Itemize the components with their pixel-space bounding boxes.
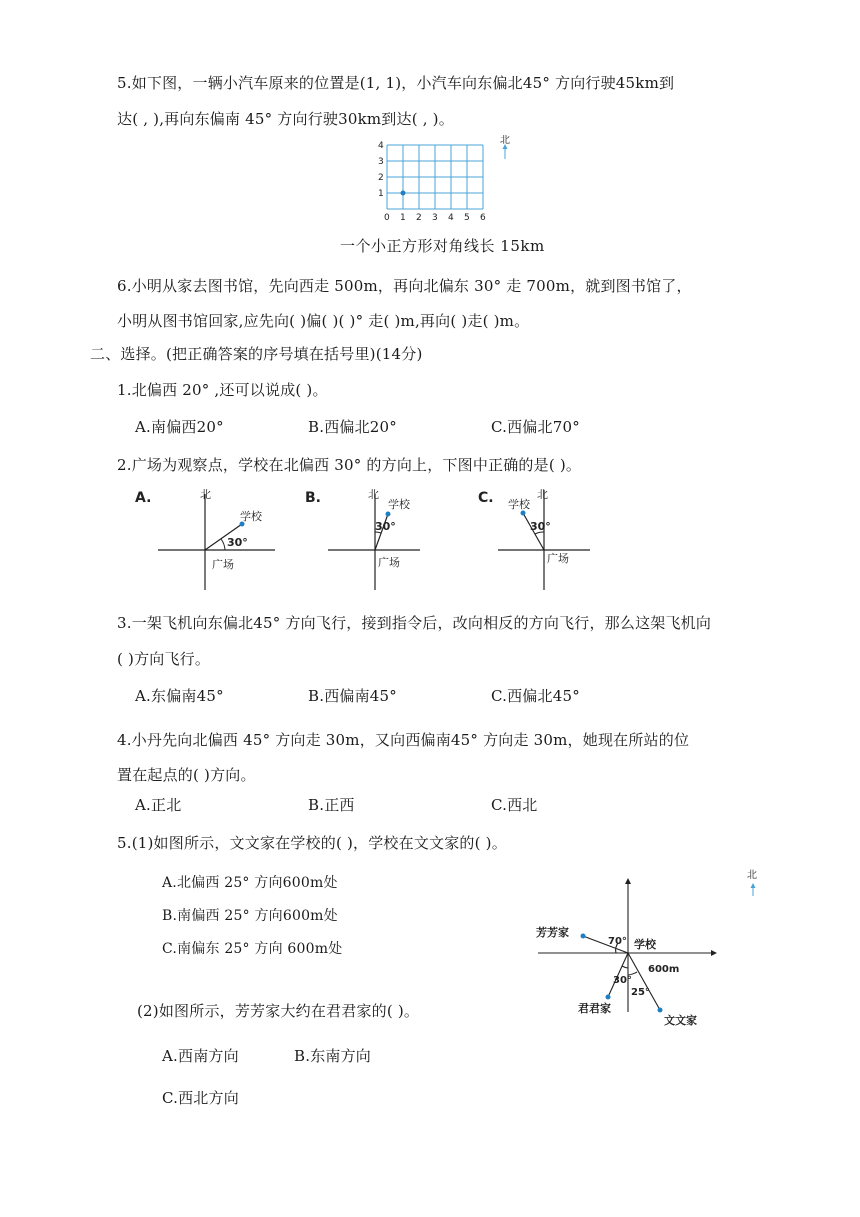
- x-tick: 3: [432, 213, 438, 223]
- mc4-option-b: B.正西: [308, 796, 355, 814]
- north-label: 北: [368, 488, 379, 501]
- mc2-stem: 2.广场为观察点，学校在北偏西 30° 的方向上，下图中正确的是( )。: [117, 456, 582, 474]
- mc5-2-option-b: B.东南方向: [294, 1047, 371, 1065]
- x-tick: 5: [464, 213, 470, 223]
- x-tick: 2: [416, 213, 422, 223]
- mc2-diagrams: [130, 482, 600, 600]
- square-label: 广场: [378, 556, 400, 569]
- mc1-stem: 1.北偏西 20° ,还可以说成( )。: [117, 381, 328, 399]
- angle-label: 30°: [530, 520, 551, 533]
- school-label: 学校: [240, 510, 262, 523]
- y-tick: 2: [378, 173, 384, 183]
- north-label: 北: [537, 488, 548, 501]
- angle-label: 30°: [227, 536, 248, 549]
- x-tick: 1: [400, 213, 406, 223]
- diagram-letter: B.: [305, 490, 321, 506]
- angle-30-label: 30°: [613, 975, 632, 986]
- angle-25-label: 25°: [631, 987, 650, 998]
- east-arrow-icon: [711, 950, 717, 956]
- car-start-point: [401, 191, 406, 196]
- distance-label: 600m: [648, 964, 680, 975]
- mc5-1-option-c: C.南偏东 25° 方向 600m处: [162, 941, 343, 957]
- q6-line1: 6.小明从家去图书馆，先向西走 500m，再向北偏东 30° 走 700m，就到图书馆了，: [117, 277, 692, 295]
- mc3-option-c: C.西偏北45°: [491, 687, 580, 705]
- wenwen-home-point: [658, 1008, 663, 1013]
- section-heading: 二、选择。(把正确答案的序号填在括号里)(14分): [90, 345, 423, 363]
- mc5-1-option-a: A.北偏西 25° 方向600m处: [162, 875, 338, 891]
- mc5-stem2: (2)如图所示，芳芳家大约在君君家的( )。: [137, 1002, 420, 1020]
- diagram-letter: A.: [135, 490, 152, 506]
- north-label: 北: [747, 870, 757, 881]
- mc4-option-a: A.正北: [135, 796, 182, 814]
- diagram-a: [135, 488, 275, 590]
- junjun-home-point: [606, 995, 611, 1000]
- q5-line2: 达( , ),再向东偏南 45° 方向行驶30km到达( , )。: [117, 110, 454, 128]
- coordinate-grid-figure: [365, 135, 525, 225]
- y-tick: 1: [378, 189, 384, 199]
- diagram-letter: C.: [478, 490, 494, 506]
- x-tick: 0: [384, 213, 390, 223]
- mc1-option-a: A.南偏西20°: [135, 418, 224, 436]
- mc3-line2: ( )方向飞行。: [117, 650, 211, 668]
- mc1-option-c: C.西偏北70°: [491, 418, 580, 436]
- mc1-option-b: B.西偏北20°: [308, 418, 397, 436]
- x-tick: 6: [480, 213, 486, 223]
- mc5-2-option-a: A.西南方向: [162, 1047, 239, 1065]
- fangfang-home-point: [581, 934, 586, 939]
- junjun-label: 君君家: [578, 1002, 611, 1015]
- north-arrow-icon: [500, 135, 510, 159]
- angle-label: 30°: [375, 520, 396, 533]
- mc4-option-c: C.西北: [491, 796, 538, 814]
- diagram-c: [478, 488, 590, 590]
- school-label: 学校: [508, 498, 530, 511]
- square-label: 广场: [547, 552, 569, 565]
- mc4-line2: 置在起点的( )方向。: [117, 766, 256, 784]
- fangfang-label: 芳芳家: [536, 926, 569, 939]
- diagram-b: [305, 488, 420, 590]
- angle-70-label: 70°: [608, 936, 627, 947]
- wenwen-label: 文文家: [664, 1014, 697, 1027]
- north-axis-arrow-icon: [625, 878, 631, 884]
- square-label: 广场: [212, 558, 234, 571]
- q6-line2: 小明从图书馆回家,应先向( )偏( )( )° 走( )m,再向( )走( )m。: [117, 312, 530, 330]
- grid-caption: 一个小正方形对角线长 15km: [340, 237, 545, 255]
- mc5-1-option-b: B.南偏西 25° 方向600m处: [162, 908, 338, 924]
- school-label: 学校: [634, 938, 656, 951]
- mc3-option-b: B.西偏南45°: [308, 687, 397, 705]
- mc3-line1: 3.一架飞机向东偏北45° 方向飞行，接到指令后，改向相反的方向飞行，那么这架飞机向: [117, 614, 712, 632]
- mc5-2-option-c: C.西北方向: [162, 1089, 239, 1107]
- mc4-line1: 4.小丹先向北偏西 45° 方向走 30m，又向西偏南45° 方向走 30m，她现在所站的位: [117, 731, 690, 749]
- north-label: 北: [500, 135, 510, 146]
- school-label: 学校: [388, 498, 410, 511]
- school-map-figure: [528, 862, 768, 1032]
- mc5-stem1: 5.(1)如图所示，文文家在学校的( )，学校在文文家的( )。: [117, 834, 507, 852]
- mc3-option-a: A.东偏南45°: [135, 687, 224, 705]
- q5-line1: 5.如下图，一辆小汽车原来的位置是(1, 1)，小汽车向东偏北45° 方向行驶45km到: [117, 74, 675, 92]
- y-tick: 3: [378, 157, 384, 167]
- y-tick: 4: [378, 141, 384, 151]
- north-arrow-icon: [747, 869, 757, 896]
- x-tick: 4: [448, 213, 454, 223]
- north-label: 北: [200, 488, 211, 501]
